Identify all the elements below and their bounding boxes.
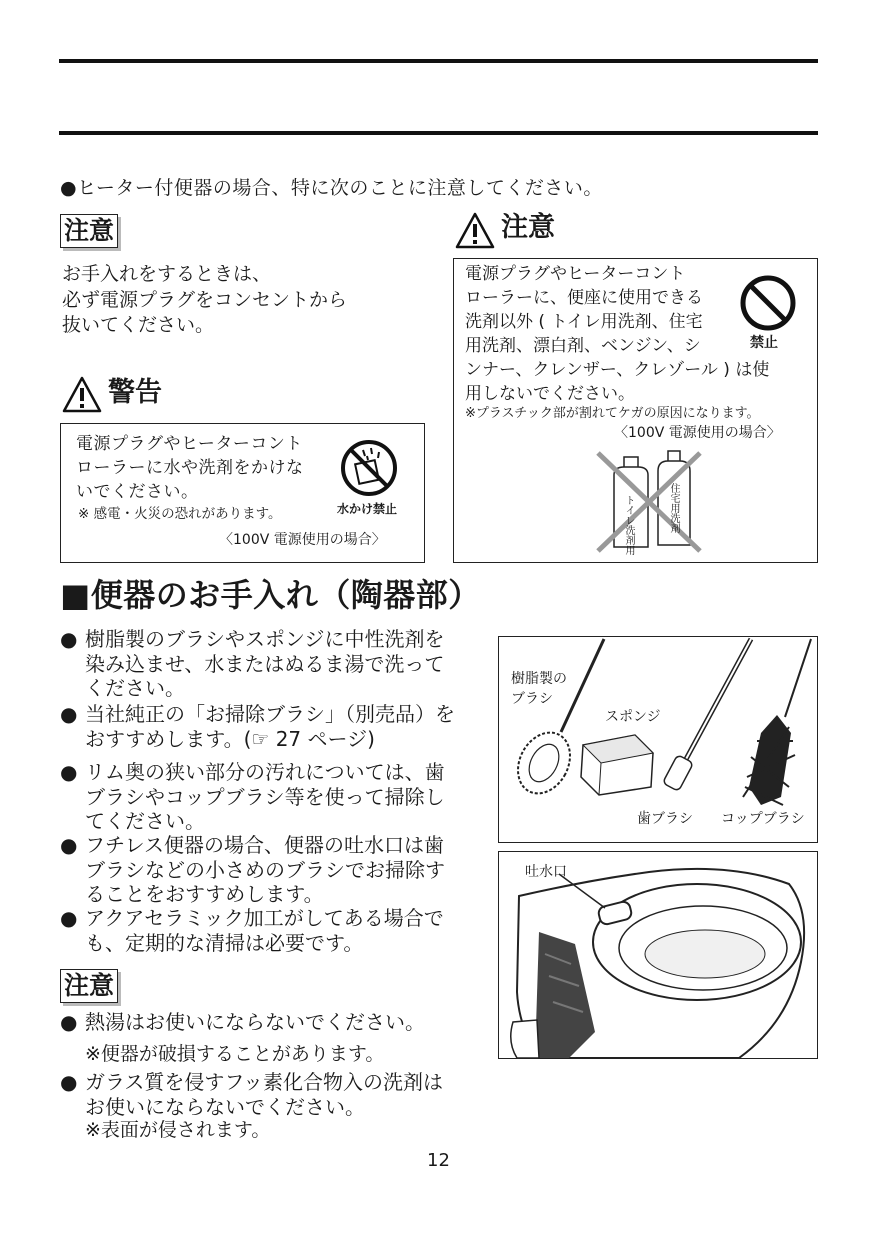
caution3-note-1: ※便器が破損することがあります。: [85, 1043, 385, 1065]
page-number: 12: [427, 1150, 450, 1171]
caution2-label: 注意: [501, 212, 555, 243]
top-rule: [59, 59, 818, 63]
caution3-note-2: ※表面が侵されます。: [85, 1119, 271, 1141]
caution-text: お手入れをするときは、 必ず電源プラグをコンセントから 抜いてください。: [62, 263, 348, 336]
toilet-figure: [498, 851, 818, 1059]
bullet-2: ● 当社純正の「お掃除ブラシ」（別売品）を おすすめします。(☞ 27 ページ): [60, 702, 455, 751]
water-outlet-label: 吐水口: [525, 864, 567, 880]
bottle-label-toilet: トイレ洗剤用: [623, 495, 634, 555]
caution3-bullet-1: ● 熱湯はお使いにならないでください。: [60, 1010, 425, 1034]
header-rule: [59, 131, 818, 135]
detergent-bottles-illustration: [594, 449, 704, 555]
warning-triangle-icon: [62, 376, 102, 414]
brushes-figure: [498, 636, 818, 843]
toothbrush-label: 歯ブラシ: [637, 811, 693, 827]
caution2-box: 電源プラグやヒーターコント ローラーに、便座に使用できる 洗剤以外 ( トイレ用洗剤、住宅 用洗剤、漂白剤、ベンジン、シ ンナー、クレンザー、クレゾール ) は使 用しないでください。 ※プラスチック部が割れてケガの原因になります。 〈100V 電源使用の場合〉 禁止 トイレ洗剤用 住宅用洗剤: [453, 258, 818, 563]
resin-brush-label: 樹脂製の ブラシ: [511, 671, 567, 707]
bullet-4: ● フチレス便器の場合、便器の吐水口は歯 ブラシなどの小さめのブラシでお掃除す ることをおすすめします。: [60, 833, 445, 906]
caution3-label: 注意: [60, 969, 118, 1003]
bottle-label-house: 住宅用洗剤: [668, 483, 679, 533]
no-water-icon: [339, 438, 399, 498]
bullet-3: ● リム奥の狭い部分の汚れについては、歯 ブラシやコップブラシ等を使って掃除し てください。: [60, 760, 445, 833]
intro-text: ●ヒーター付便器の場合、特に次のことに注意してください。: [60, 177, 603, 199]
cup-brush-label: コップブラシ: [721, 811, 805, 827]
bullet-5: ● アクアセラミック加工がしてある場合で も、定期的な清掃は必要です。: [60, 906, 444, 955]
warning-box: 電源プラグやヒーターコント ローラーに水や洗剤をかけな いでください。 ※ 感電・火災の恐れがあります。 〈100V 電源使用の場合〉 水かけ禁止: [60, 423, 425, 563]
section-title: ■便器のお手入れ（陶器部）: [60, 576, 481, 614]
bullet-1: ● 樹脂製のブラシやスポンジに中性洗剤を 染み込ませ、水またはぬるま湯で洗って ください。: [60, 627, 445, 700]
caution-label: 注意: [60, 214, 118, 248]
prohibited-icon: [738, 273, 798, 333]
warning-label: 警告: [108, 377, 162, 408]
sponge-label: スポンジ: [605, 709, 661, 725]
caution3-bullet-2: ● ガラス質を侵すフッ素化合物入の洗剤は お使いにならないでください。: [60, 1070, 443, 1119]
caution-triangle-icon: [455, 212, 495, 250]
